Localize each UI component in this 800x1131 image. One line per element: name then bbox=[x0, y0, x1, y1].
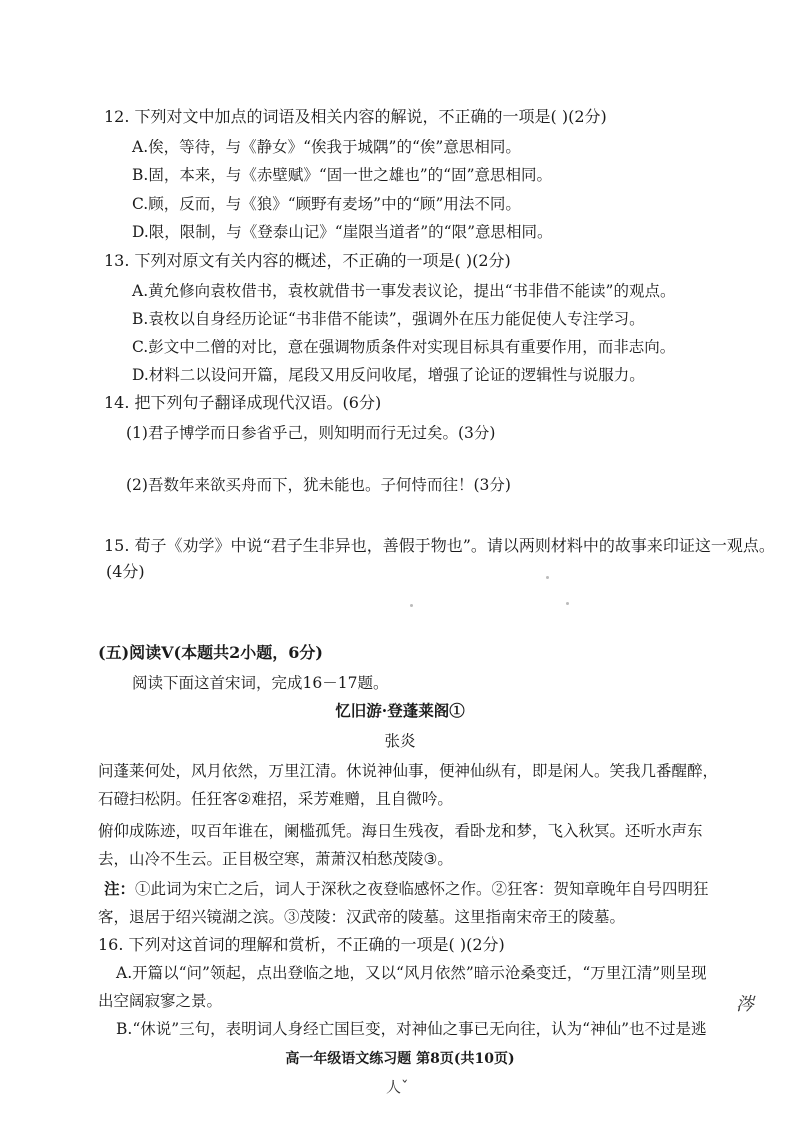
q12-stem: 12. 下列对文中加点的词语及相关内容的解说，不正确的一项是( )(2分) bbox=[104, 107, 607, 126]
section-heading: (五)阅读Ⅴ(本题共2小题，6分) bbox=[98, 643, 323, 662]
note-line-2: 客，退居于绍兴镜湖之滨。③茂陵：汉武帝的陵墓。这里指南宋帝王的陵墓。 bbox=[98, 908, 626, 926]
note-line-1 bbox=[104, 878, 709, 900]
section-intro: 阅读下面这首宋词，完成16－17题。 bbox=[132, 674, 389, 692]
q16-option-b-line1: B.“休说”三句，表明词人身经亡国巨变，对神仙之事已无向往，认为“神仙”也不过是逃 bbox=[116, 1020, 707, 1038]
scan-speck bbox=[566, 602, 569, 605]
q13-option-b: B.袁枚以自身经历论证“书非借不能读”，强调外在压力能促使人专注学习。 bbox=[132, 310, 645, 328]
poem-line: 问蓬莱何处，风月依然，万里江清。休说神仙事，便神仙纵有，即是闲人。笑我几番醒醉， bbox=[98, 762, 719, 780]
q12-option-a: A.俟，等待，与《静女》“俟我于城隅”的“俟”意思相同。 bbox=[132, 138, 521, 156]
poem-line: 石磴扫松阴。任狂客②难招，采芳难赠，且自微吟。 bbox=[98, 790, 453, 808]
q12-option-d: D.限，限制，与《登泰山记》“崖限当道者”的“限”意思相同。 bbox=[132, 223, 553, 241]
q12-option-c: C.顾，反而，与《狼》“顾野有麦场”中的“顾”用法不同。 bbox=[132, 195, 521, 213]
q15-stem: 15. 荀子《劝学》中说“君子生非异也，善假于物也”。请以两则材料中的故事来印证这一观点。 bbox=[104, 536, 775, 555]
q16-option-a-line1: A.开篇以“问”领起，点出登临之地，又以“风月依然”暗示沧桑变迁，“万里江清”则呈现 bbox=[116, 964, 707, 982]
q13-stem: 13. 下列对原文有关内容的概述，不正确的一项是( )(2分) bbox=[104, 251, 511, 270]
q14-sub1: (1)君子博学而日参省乎己，则知明而行无过矣。(3分) bbox=[126, 424, 496, 442]
q15-score: (4分) bbox=[106, 562, 145, 581]
poem-line: 去，山冷不生云。正目极空寒，萧萧汉柏愁茂陵③。 bbox=[98, 850, 453, 868]
q16-option-a-line2: 出空阔寂寥之景。 bbox=[98, 992, 223, 1010]
q13-option-c: C.彭文中二僧的对比，意在强调物质条件对实现目标具有重要作用，而非志向。 bbox=[132, 338, 676, 356]
poem-author: 张炎 bbox=[384, 732, 416, 750]
handwritten-mark-right: 涔 bbox=[736, 994, 754, 1015]
note-text: ①此词为宋亡之后，词人于深秋之夜登临感怀之作。②狂客：贺知章晚年自号四明狂 bbox=[135, 880, 709, 898]
scan-speck bbox=[410, 604, 413, 607]
q13-option-d: D.材料二以设问开篇，尾段又用反问收尾，增强了论证的逻辑性与说服力。 bbox=[132, 366, 645, 384]
scan-speck bbox=[546, 576, 549, 579]
note-label: 注： bbox=[104, 879, 136, 898]
q13-option-a: A.黄允修向袁枚借书，袁枚就借书一事发表议论，提出“书非借不能读”的观点。 bbox=[132, 282, 676, 300]
page-footer: 高一年级语文练习题 第8页(共10页) bbox=[285, 1051, 515, 1067]
q16-stem: 16. 下列对这首词的理解和赏析，不正确的一项是( )(2分) bbox=[98, 935, 505, 954]
q12-option-b: B.固，本来，与《赤壁赋》“固一世之雄也”的“固”意思相同。 bbox=[132, 166, 553, 184]
poem-line: 俯仰成陈迹，叹百年谁在，阑槛孤凭。海日生残夜，看卧龙和梦，飞入秋冥。还听水声东 bbox=[98, 822, 703, 840]
handwritten-mark-bottom: 人ˇ bbox=[386, 1078, 409, 1096]
q14-stem: 14. 把下列句子翻译成现代汉语。(6分) bbox=[104, 393, 382, 412]
q14-sub2: (2)吾数年来欲买舟而下，犹未能也。子何恃而往！(3分) bbox=[126, 476, 511, 494]
poem-title: 忆旧游·登蓬莱阁① bbox=[335, 701, 465, 720]
